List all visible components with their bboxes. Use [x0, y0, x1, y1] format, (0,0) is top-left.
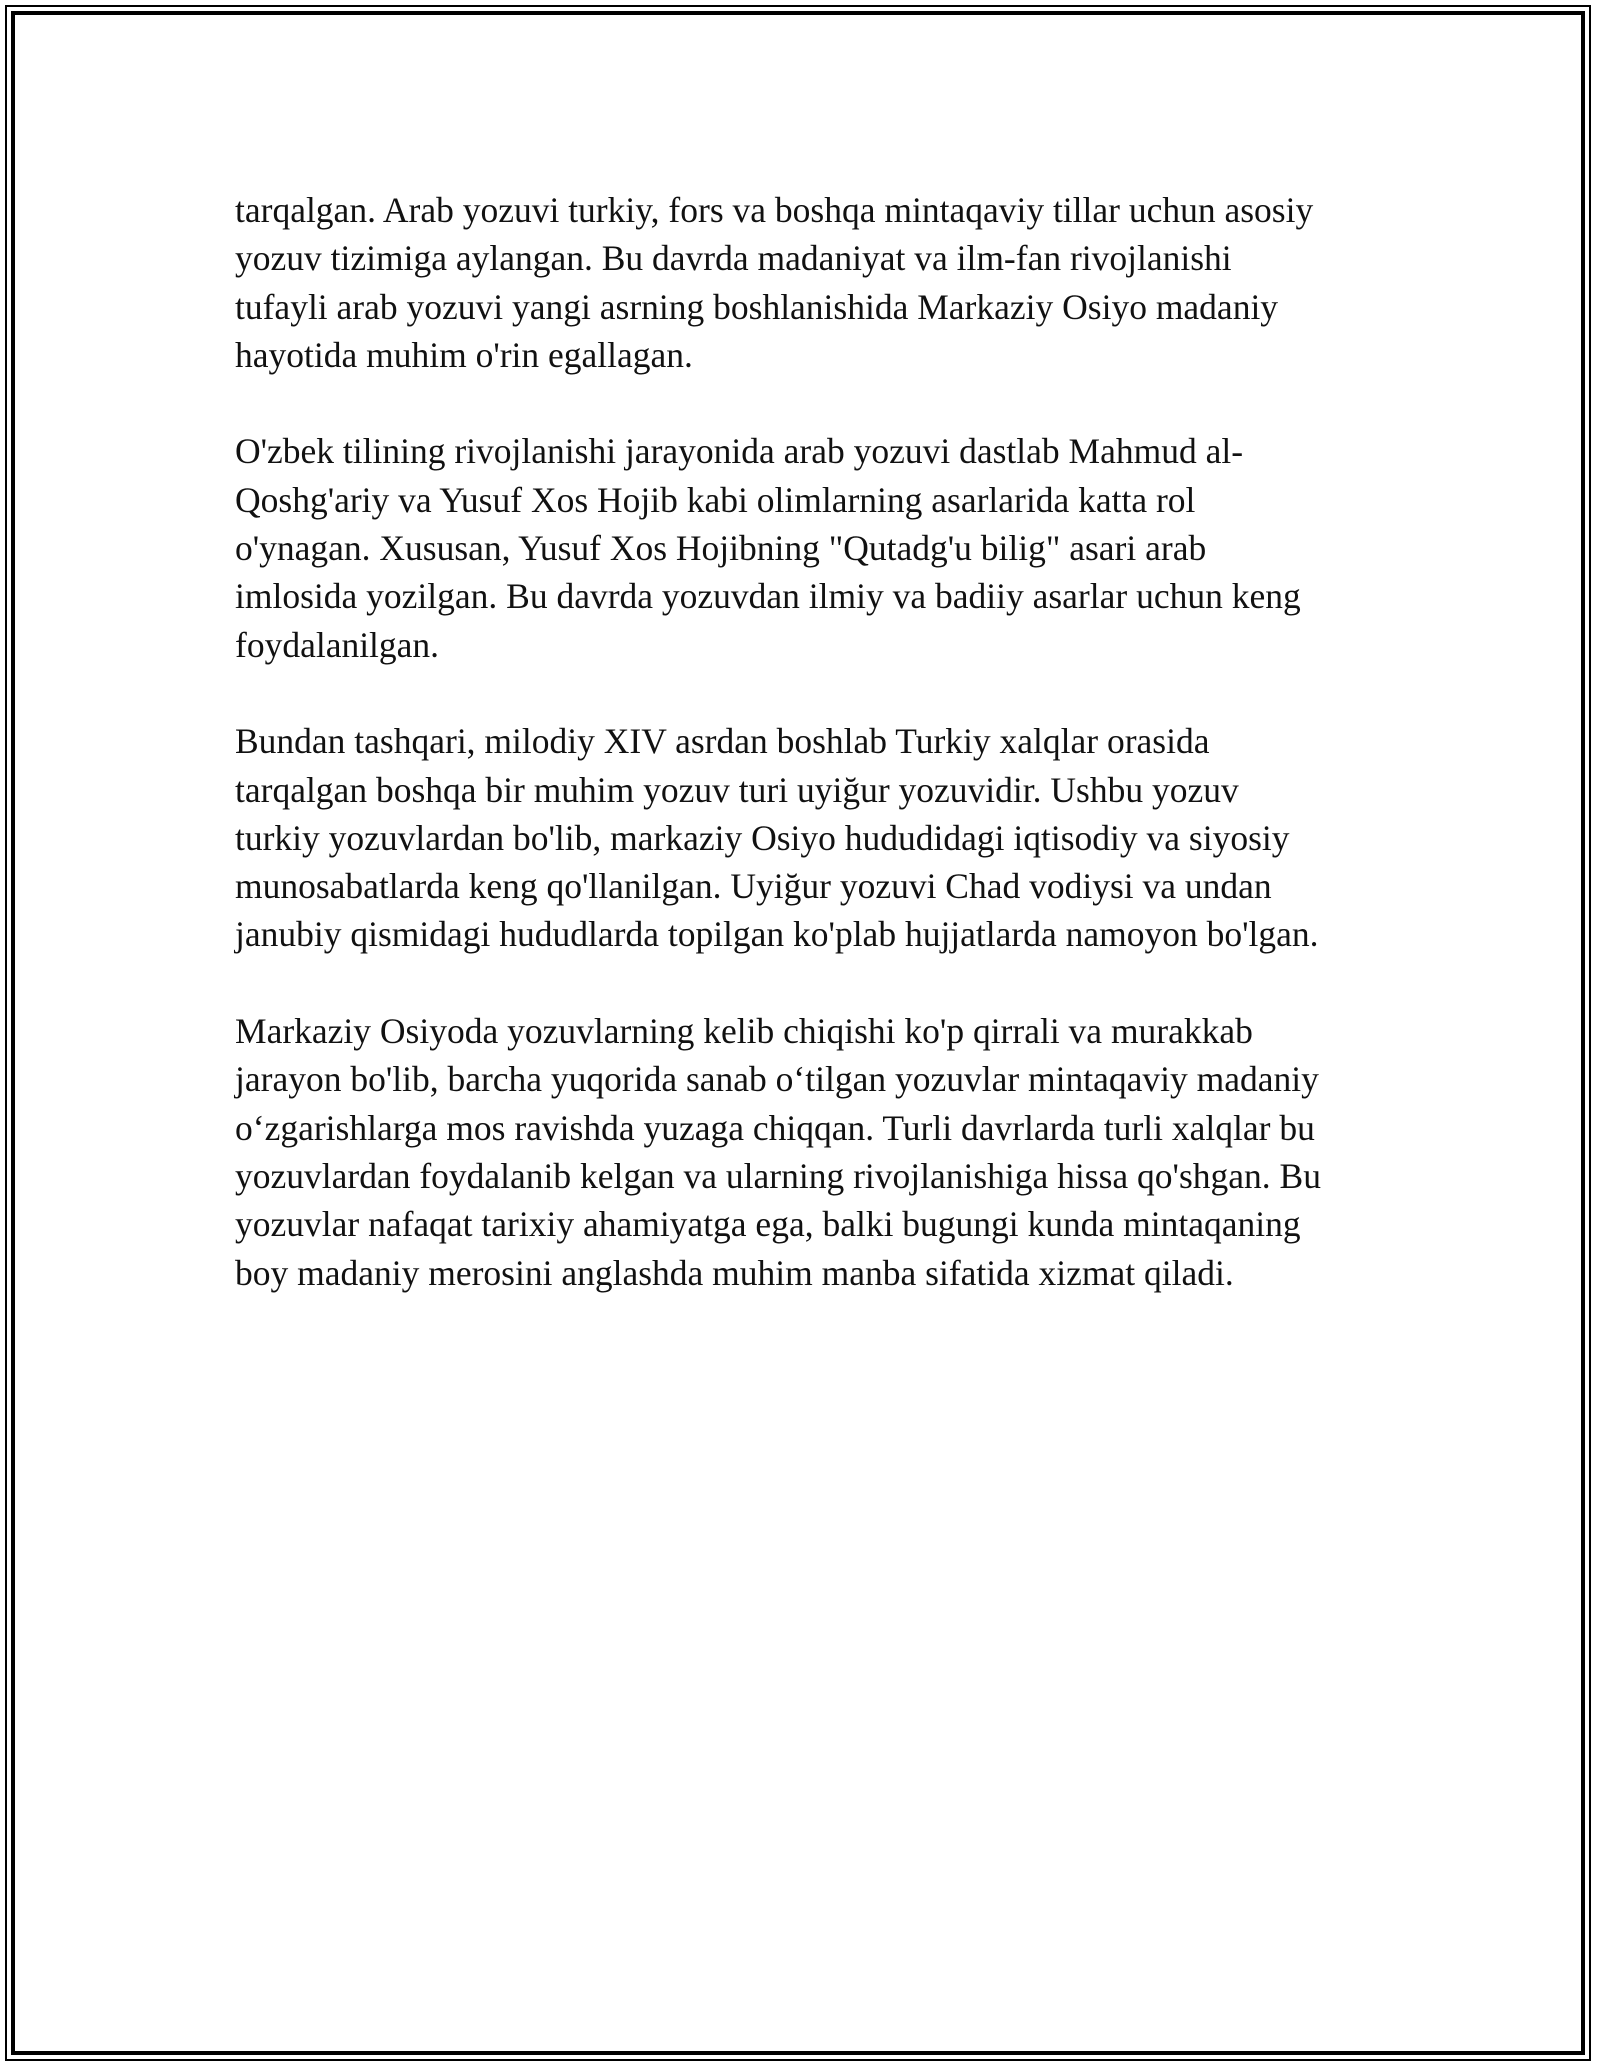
text-line: Bundan tashqari, milodiy XIV asrdan boshlab Turkiy xalqlar orasida: [235, 721, 1210, 762]
paragraph-2: [235, 427, 1370, 668]
text-line: munosabatlarda keng qo'llanilgan. Uyiğur yozuvi Chad vodiysi va undan: [235, 866, 1272, 907]
text-line: Markaziy Osiyoda yozuvlarning kelib chiqishi ko'p qirrali va murakkab: [235, 1011, 1253, 1052]
text-line: hayotida muhim o'rin egallagan.: [235, 334, 693, 375]
text-line: yozuvlardan foydalanib kelgan va ularning rivojlanishiga hissa qo'shgan. Bu: [235, 1155, 1321, 1196]
text-line: boy madaniy merosini anglashda muhim manba sifatida xizmat qiladi.: [235, 1252, 1234, 1293]
text-line: imlosida yozilgan. Bu davrda yozuvdan ilmiy va badiiy asarlar uchun keng: [235, 576, 1301, 617]
paragraph-4: [235, 1007, 1370, 1297]
document-body: [235, 186, 1370, 1345]
text-line: o‘zgarishlarga mos ravishda yuzaga chiqqan. Turli davrlarda turli xalqlar bu: [235, 1107, 1315, 1148]
text-line: tarqalgan. Arab yozuvi turkiy, fors va boshqa mintaqaviy tillar uchun asosiy: [235, 190, 1314, 230]
text-line: janubiy qismidagi hududlarda topilgan ko'plab hujjatlarda namoyon bo'lgan.: [235, 914, 1319, 955]
paragraph-1: [235, 186, 1370, 379]
text-line: o'ynagan. Xususan, Yusuf Xos Hojibning "Qutadg'u bilig" asari arab: [235, 528, 1207, 569]
text-line: yozuv tizimiga aylangan. Bu davrda madaniyat va ilm-fan rivojlanishi: [235, 238, 1232, 279]
text-line: Qoshg'ariy va Yusuf Xos Hojib kabi olimlarning asarlarida katta rol: [235, 479, 1196, 520]
text-line: tarqalgan boshqa bir muhim yozuv turi uyiğur yozuvidir. Ushbu yozuv: [235, 769, 1239, 810]
text-line: tufayli arab yozuvi yangi asrning boshlanishida Markaziy Osiyo madaniy: [235, 286, 1279, 327]
text-line: jarayon bo'lib, barcha yuqorida sanab o‘tilgan yozuvlar mintaqaviy madaniy: [235, 1059, 1319, 1100]
text-line: yozuvlar nafaqat tarixiy ahamiyatga ega, balki bugungi kunda mintaqaning: [235, 1204, 1301, 1245]
text-line: turkiy yozuvlardan bo'lib, markaziy Osiyo hududidagi iqtisodiy va siyosiy: [235, 817, 1290, 858]
paragraph-3: [235, 717, 1370, 958]
text-line: O'zbek tilining rivojlanishi jarayonida arab yozuvi dastlab Mahmud al-: [235, 431, 1244, 472]
text-line: foydalanilgan.: [235, 624, 440, 665]
